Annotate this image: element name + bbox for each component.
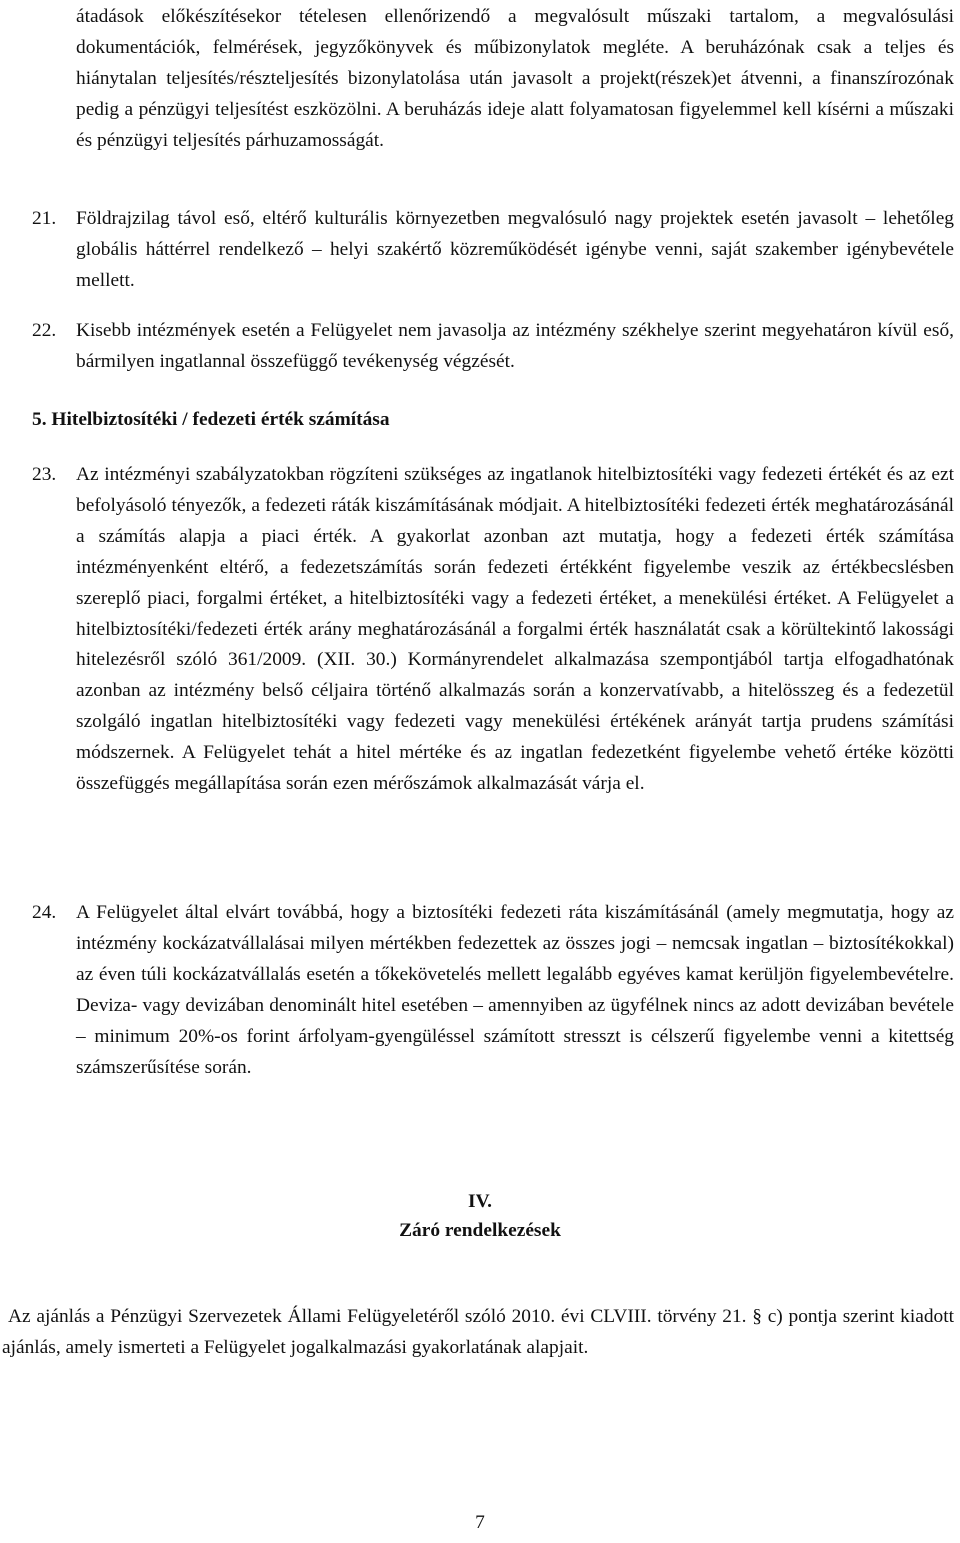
list-item xyxy=(32,898,954,1083)
item-text: A Felügyelet által elvárt továbbá, hogy a biztosítéki fedezeti ráta kiszámításánál (amely megmutatja, hogy az intézmény kockázatvállalásai milyen mértékben fedezettek az összes jogi – nemcsak ingatlan – biztosítékokkal) az éven túli kockázatvállalás esetén a tőkekövetelés mellett legalább egyéves kamat kerüljön figyelembevételre. Deviza- vagy devizában denominált hitel esetében – amennyiben az ügyfélnek nincs az adott devizában bevétele – minimum 20%-os forint árfolyam-gyengüléssel számított stresszt is célszerű figyelembe venni a kitettség számszerűsítése során. xyxy=(76,902,954,1078)
list-item xyxy=(32,460,954,800)
page-number: 7 xyxy=(475,1512,485,1533)
item-text: Az intézményi szabályzatokban rögzíteni szükséges az ingatlanok hitelbiztosítéki vagy fedezeti értékét és az ezt befolyásoló tényezők, a fedezeti ráták kiszámításának módjait. A hitelbiztosítéki fedezeti érték meghatározásánál a számítás alapja a piaci érték. A gyakorlat azonban azt mutatja, hogy a fedezeti érték számítása intézményenként eltérő, a fedezetszámítás során fedezeti értékként figyelembe veszik az értékbecslésben szereplő piaci, forgalmi értéket, a hitelbiztosítéki vagy a fedezeti értéket, a menekülési értéket. A Felügyelet a hitelbiztosítéki/fedezeti érték arány meghatározásánál a forgalmi érték használatát csak a körültekintő lakossági hitelezésről szóló 361/2009. (XII. 30.) Kormányrendelet alkalmazása szempontjából tartja elfogadhatónak azonban az intézmény belső céljaira történő alkalmazás során a konzervatívabb, a hitelösszeg és a fedezetül szolgáló ingatlan hitelbiztosítéki vagy fedezeti vagy menekülési értékének arányát tartja prudens számítási módszernek. A Felügyelet tehát a hitel mértéke és az ingatlan fedezetként figyelembe vehető értéke közötti összefüggés megállapítása során ezen mérőszámok alkalmazását várja el. xyxy=(76,464,954,795)
closing-paragraph: Az ajánlás a Pénzügyi Szervezetek Állami Felügyeletéről szóló 2010. évi CLVIII. törvény 21. § c) pontja szerint kiadott ajánlás, amely ismerteti a Felügyelet jogalkalmazási gyakorlatának alapjait. xyxy=(2,1306,954,1358)
item-text: Kisebb intézmények esetén a Felügyelet nem javasolja az intézmény székhelye szerint megyehatáron kívül eső, bármilyen ingatlannal összefüggő tevékenység végzését. xyxy=(76,320,954,372)
item-number: 21. xyxy=(32,208,57,229)
chapter-title: Záró rendelkezések xyxy=(399,1220,561,1241)
item-number: 22. xyxy=(32,320,57,341)
item-number: 24. xyxy=(32,902,57,923)
item-text: Földrajzilag távol eső, eltérő kulturális környezetben megvalósuló nagy projektek esetén javasolt – lehetőleg globális háttérrel rendelkező – helyi szakértő közreműködését igénybe venni, saját szakember igénybevétele mellett. xyxy=(76,208,954,291)
continuation-paragraph: átadások előkészítésekor tételesen ellenőrizendő a megvalósult műszaki tartalom, a megvalósulási dokumentációk, felmérések, jegyzőkönyvek és műbizonylatok megléte. A beruházónak csak a teljes és hiánytalan teljesítés/részteljesítés bizonylatolása után javasolt a projekt(részek)et átvenni, a finanszírozónak pedig a pénzügyi teljesítést eszközölni. A beruházás ideje alatt folyamatosan figyelemmel kell kísérni a műszaki és pénzügyi teljesítés párhuzamosságát. xyxy=(76,6,954,151)
item-number: 23. xyxy=(32,464,57,485)
list-item xyxy=(32,204,954,297)
list-item xyxy=(32,316,954,378)
chapter-numeral: IV. xyxy=(468,1191,492,1212)
section-heading: 5. Hitelbiztosítéki / fedezeti érték számítása xyxy=(32,409,390,430)
